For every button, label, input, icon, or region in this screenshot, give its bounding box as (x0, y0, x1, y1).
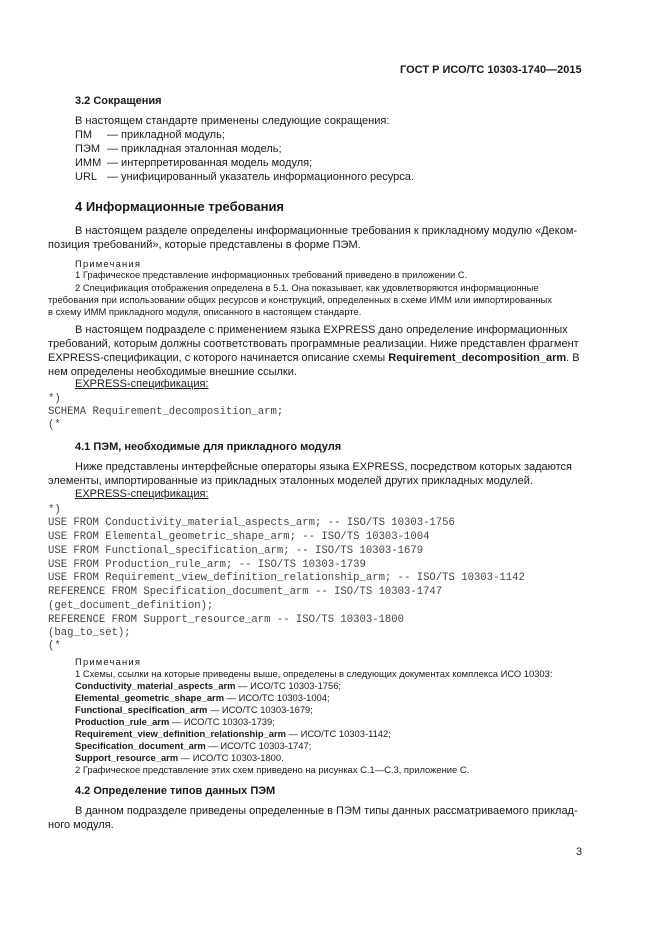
document-code: ГОСТ Р ИСО/ТС 10303-1740—2015 (400, 64, 582, 76)
express-label: EXPRESS-спецификация: (75, 378, 209, 390)
schema-document: — ИСО/ТС 10303-1679; (207, 704, 313, 715)
paragraph-line: требований, которым должны соответствовать программные реализации. Ниже представлен фрагмент (48, 338, 579, 350)
schema-document: — ИСО/ТС 10303-1747; (205, 740, 312, 751)
code-line: REFERENCE FROM Support_resource_arm -- ISO/TS 10303-1800 (48, 614, 405, 626)
schema-name: Production_rule_arm (75, 716, 170, 727)
paragraph-line: Ниже представлены интерфейсные операторы языка EXPRESS, посредством которых задаются (75, 461, 573, 473)
section-4-title: 4 Информационные требования (75, 199, 285, 214)
note-2: требования при использовании общих ресурсов и конструкций, определенных в схеме ИММ или импортированных (48, 294, 552, 305)
paragraph-line: ного модуля. (48, 819, 114, 831)
paragraph-text: . В (566, 352, 580, 364)
abbr-intro: В настоящем стандарте применены следующие сокращения: (75, 115, 390, 127)
schema-name: Requirement_decomposition_arm (388, 352, 567, 364)
code-line: SCHEMA Requirement_decomposition_arm; (48, 406, 284, 418)
abbr-definition: — прикладной модуль; (107, 129, 225, 141)
code-line: *) (48, 504, 61, 516)
abbr-term: ПЭМ (75, 143, 100, 155)
schema-name: Requirement_view_definition_relationship_arm (75, 728, 286, 739)
section-3-2-title: 3.2 Сокращения (75, 95, 162, 107)
code-line: USE FROM Production_rule_arm; -- ISO/TS 10303-1739 (48, 559, 366, 571)
note-2: 2 Графическое представление этих схем приведено на рисунках С.1—С.3, приложение С. (75, 764, 470, 775)
paragraph-line: В настоящем подразделе с применением языка EXPRESS дано определение информационных (75, 324, 568, 336)
abbr-term: ИММ (75, 157, 102, 169)
note-2: 2 Спецификация отображения определена в 5.1. Она показывает, как удовлетворяются информационные (75, 282, 539, 293)
paragraph-line: элементы, импортированные из прикладных эталонных моделей других прикладных модулей. (48, 475, 533, 487)
schema-document: — ИСО/ТС 10303-1004; (224, 692, 330, 703)
schema-name: Specification_document_arm (75, 740, 206, 751)
abbr-item (75, 156, 312, 170)
schema-document: — ИСО/ТС 10303-1800. (178, 752, 284, 763)
schema-name: Functional_specification_arm (75, 704, 208, 715)
notes-title: Примечания (75, 656, 142, 667)
note-2: в схему ИММ прикладного модуля, описанного в настоящем стандарте. (48, 306, 362, 317)
paragraph-line (48, 351, 580, 365)
paragraph-line: нем определены необходимые внешние ссылки. (48, 366, 297, 378)
code-line: (bag_to_set); (48, 627, 131, 639)
abbr-item (75, 142, 282, 156)
code-line: USE FROM Requirement_view_definition_relationship_arm; -- ISO/TS 10303-1142 (48, 572, 525, 584)
abbr-item (75, 170, 414, 184)
page-number: 3 (576, 846, 583, 858)
section-4-2-title: 4.2 Определение типов данных ПЭМ (75, 785, 276, 797)
paragraph-line: В данном подразделе приведены определенные в ПЭМ типы данных рассматриваемого приклад- (75, 805, 578, 817)
abbr-term: ПМ (75, 129, 93, 141)
abbr-definition: — унифицированный указатель информационного ресурса. (107, 171, 414, 183)
paragraph-line: В настоящем разделе определены информационные требования к прикладному модулю «Деком- (75, 225, 578, 237)
code-line: USE FROM Conductivity_material_aspects_arm; -- ISO/TS 10303-1756 (48, 517, 455, 529)
schema-name: Elemental_geometric_shape_arm (75, 692, 225, 703)
schema-name: Support_resource_arm (75, 752, 179, 763)
abbr-item (75, 128, 225, 142)
schema-document: — ИСО/ТС 10303-1756; (235, 680, 342, 691)
schema-name: Conductivity_material_aspects_arm (75, 680, 236, 691)
code-line: REFERENCE FROM Specification_document_arm -- ISO/TS 10303-1747 (48, 586, 443, 598)
schema-document: — ИСО/ТС 10303-1142; (286, 728, 391, 739)
express-label: EXPRESS-спецификация: (75, 488, 209, 500)
note-1: 1 Схемы, ссылки на которые приведены выше, определены в следующих документах комплекса ИСО 10303: (75, 668, 553, 679)
code-line: *) (48, 393, 61, 405)
code-line: USE FROM Functional_specification_arm; -- ISO/TS 10303-1679 (48, 545, 424, 557)
note-1: 1 Графическое представление информационных требований приведено в приложении С. (75, 269, 468, 280)
notes-title: Примечания (75, 258, 142, 269)
code-line: (* (48, 419, 61, 431)
code-line: (get_document_definition); (48, 600, 214, 612)
abbr-definition: — интерпретированная модель модуля; (107, 157, 313, 169)
paragraph-line: позиция требований», которые представлены в форме ПЭМ. (48, 239, 361, 251)
code-line: USE FROM Elemental_geometric_shape_arm; -- ISO/TS 10303-1004 (48, 531, 430, 543)
code-line: (* (48, 640, 61, 652)
paragraph-text: EXPRESS-спецификации, с которого начинается описание схемы (48, 352, 389, 364)
schema-document: — ИСО/ТС 10303-1739; (169, 716, 275, 727)
abbr-term: URL (75, 171, 98, 183)
section-4-1-title: 4.1 ПЭМ, необходимые для прикладного модуля (75, 441, 342, 453)
abbr-definition: — прикладная эталонная модель; (107, 143, 282, 155)
